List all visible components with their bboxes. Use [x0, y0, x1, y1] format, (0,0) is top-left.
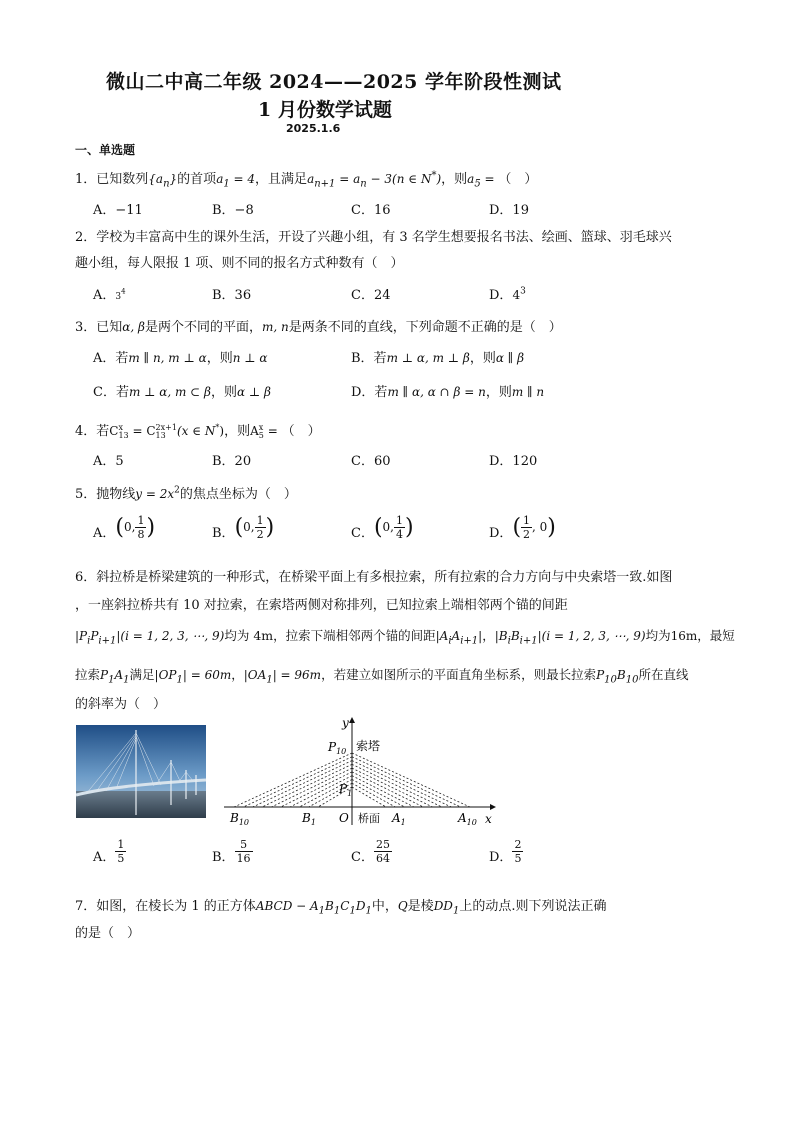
label-origin: O	[339, 811, 349, 825]
cable-left-8	[253, 761, 352, 807]
question-2-option-c[interactable]: C．24	[351, 288, 391, 303]
question-5-option-a[interactable]: A．(0, $\frac{1}{8}$ )	[93, 514, 156, 541]
section-heading: 一、单选题	[75, 143, 136, 157]
question-2-option-b[interactable]: B．36	[212, 288, 252, 303]
question-5-stem: 5．抛物线$y = 2x^2$的焦点坐标为（ ）	[75, 485, 297, 502]
question-1-option-d[interactable]: D．19	[489, 203, 529, 218]
cable-left-9	[243, 757, 352, 807]
cable-right-4	[352, 776, 414, 807]
label-deck: 桥面	[358, 812, 380, 825]
question-7-stem-line2: 的是（ ）	[75, 926, 141, 941]
label-b1: $B_1$	[302, 811, 316, 827]
question-6-stem-line5: 的斜率为（ ）	[75, 697, 167, 712]
question-2-option-d[interactable]: D．$4^3$	[489, 286, 526, 303]
cable-left-10	[234, 753, 352, 807]
y-axis-arrow	[349, 717, 355, 723]
bridge-coordinate-diagram	[222, 715, 497, 830]
question-3-stem: 3．已知α, β是两个不同的平面，m, n是两条不同的直线，下列命题不正确的是（ ）	[75, 320, 562, 335]
cable-right-6	[352, 768, 433, 807]
label-p1: $P_1$	[339, 782, 353, 798]
exam-subtitle: 1 月份数学试题	[258, 99, 392, 121]
x-axis-arrow	[490, 804, 496, 810]
question-6-option-a[interactable]: A． $\frac{1}{5}$	[93, 838, 125, 865]
cable-right-7	[352, 764, 442, 807]
cable-right-10	[352, 753, 470, 807]
question-6-stem-line3: $|P_iP_{i+1}|(i = 1$, 2, 3, ⋯, 9)均为 4m，拉索下端相邻两个锚的间距$|A_iA_{i+1}|$，$|B_iB_{i+1}|(i = 1$, 2, 3, ⋯, 9)均为16m，最短	[75, 628, 735, 647]
question-6-stem-line4: 拉索$P_1A_1$满足$|OP_1| = 60m$，$|OA_1| = 96m$，若建立如图所示的平面直角坐标系，则最长拉索$P_{10}B_{10}$所在直线	[75, 667, 689, 686]
question-7-stem-line1: 7．如图，在棱长为 1 的正方体ABCD − $A_1B_1C_1D_1$中，Q是棱$DD_1$上的动点.则下列说法正确	[75, 899, 607, 917]
question-6-option-c[interactable]: C． $\frac{25}{64}$	[351, 838, 390, 865]
question-4-option-b[interactable]: B．20	[212, 454, 252, 469]
question-5-option-b[interactable]: B．(0, $\frac{1}{2}$ )	[212, 514, 275, 541]
question-6-stem-line2: ，一座斜拉桥共有 10 对拉索，在索塔两侧对称排列，已知拉索上端相邻两个锚的间距	[75, 598, 568, 613]
question-2-stem-line2: 趣小组，每人限报 1 项、则不同的报名方式种数有（ ）	[75, 256, 404, 271]
question-6-option-d[interactable]: D． $\frac{2}{5}$	[489, 838, 522, 865]
bridge-photo	[76, 725, 206, 818]
question-5-option-c[interactable]: C．(0, $\frac{1}{4}$ )	[351, 514, 414, 541]
question-2-stem-line1: 2．学校为丰富高中生的课外生活，开设了兴趣小组，有 3 名学生想要报名书法、绘画、篮球、羽毛球兴	[75, 230, 672, 245]
question-3-option-c[interactable]: C．若m ⊥ α, m ⊂ β，则α ⊥ β	[93, 385, 271, 400]
question-2-option-a[interactable]: A．$3^4$	[93, 287, 126, 303]
question-3-option-d[interactable]: D．若m ∥ α, α ∩ β = n，则m ∥ n	[351, 385, 545, 400]
cable-right-9	[352, 757, 461, 807]
label-a10: $A_{10}$	[458, 811, 477, 827]
question-3-option-a[interactable]: A．若m ∥ n, m ⊥ α，则n ⊥ α	[93, 351, 268, 366]
question-3-option-b[interactable]: B．若m ⊥ α, m ⊥ β，则α ∥ β	[351, 351, 525, 366]
label-a1: $A_1$	[392, 811, 406, 827]
x-axis-label: x	[485, 812, 492, 826]
question-1-stem: 1．已知数列$\{a_n\}$的首项$a_1 = 4$，且满足$a_{n+1} = a_n - 3(n$ ∈ N*)，则$a_5$ = （ ）	[75, 170, 538, 190]
question-6-stem-line1: 6．斜拉桥是桥梁建筑的一种形式，在桥梁平面上有多根拉索，所有拉索的合力方向与中央索塔一致.如图	[75, 570, 673, 585]
label-b10: $B_{10}$	[230, 811, 250, 827]
question-4-option-a[interactable]: A．5	[93, 454, 124, 469]
cable-right-8	[352, 761, 451, 807]
exam-date: 2025.1.6	[286, 122, 341, 135]
y-axis-label: y	[342, 716, 349, 730]
exam-title: 微山二中高二年级 2024——2025 学年阶段性测试	[106, 71, 562, 93]
question-1-option-a[interactable]: A．−11	[93, 203, 143, 218]
question-4-option-d[interactable]: D．120	[489, 454, 538, 469]
cable-right-3	[352, 779, 405, 807]
label-tower: 索塔	[356, 739, 381, 753]
bridge-photo-graphic	[76, 725, 206, 818]
question-1-option-c[interactable]: C．16	[351, 203, 391, 218]
diagram-svg	[222, 715, 497, 830]
question-6-option-b[interactable]: B． $\frac{5}{16}$	[212, 838, 251, 865]
label-p10: $P_{10}$	[328, 740, 347, 756]
question-4-stem: 4．若C x 13 = C 2x+1 13 (x ∈ N*)，则A x 5 = （ ）	[75, 422, 321, 440]
question-1-option-b[interactable]: B．−8	[212, 203, 254, 218]
question-5-option-d[interactable]: D．( $\frac{1}{2}$ , 0)	[489, 514, 556, 541]
question-4-option-c[interactable]: C．60	[351, 454, 391, 469]
